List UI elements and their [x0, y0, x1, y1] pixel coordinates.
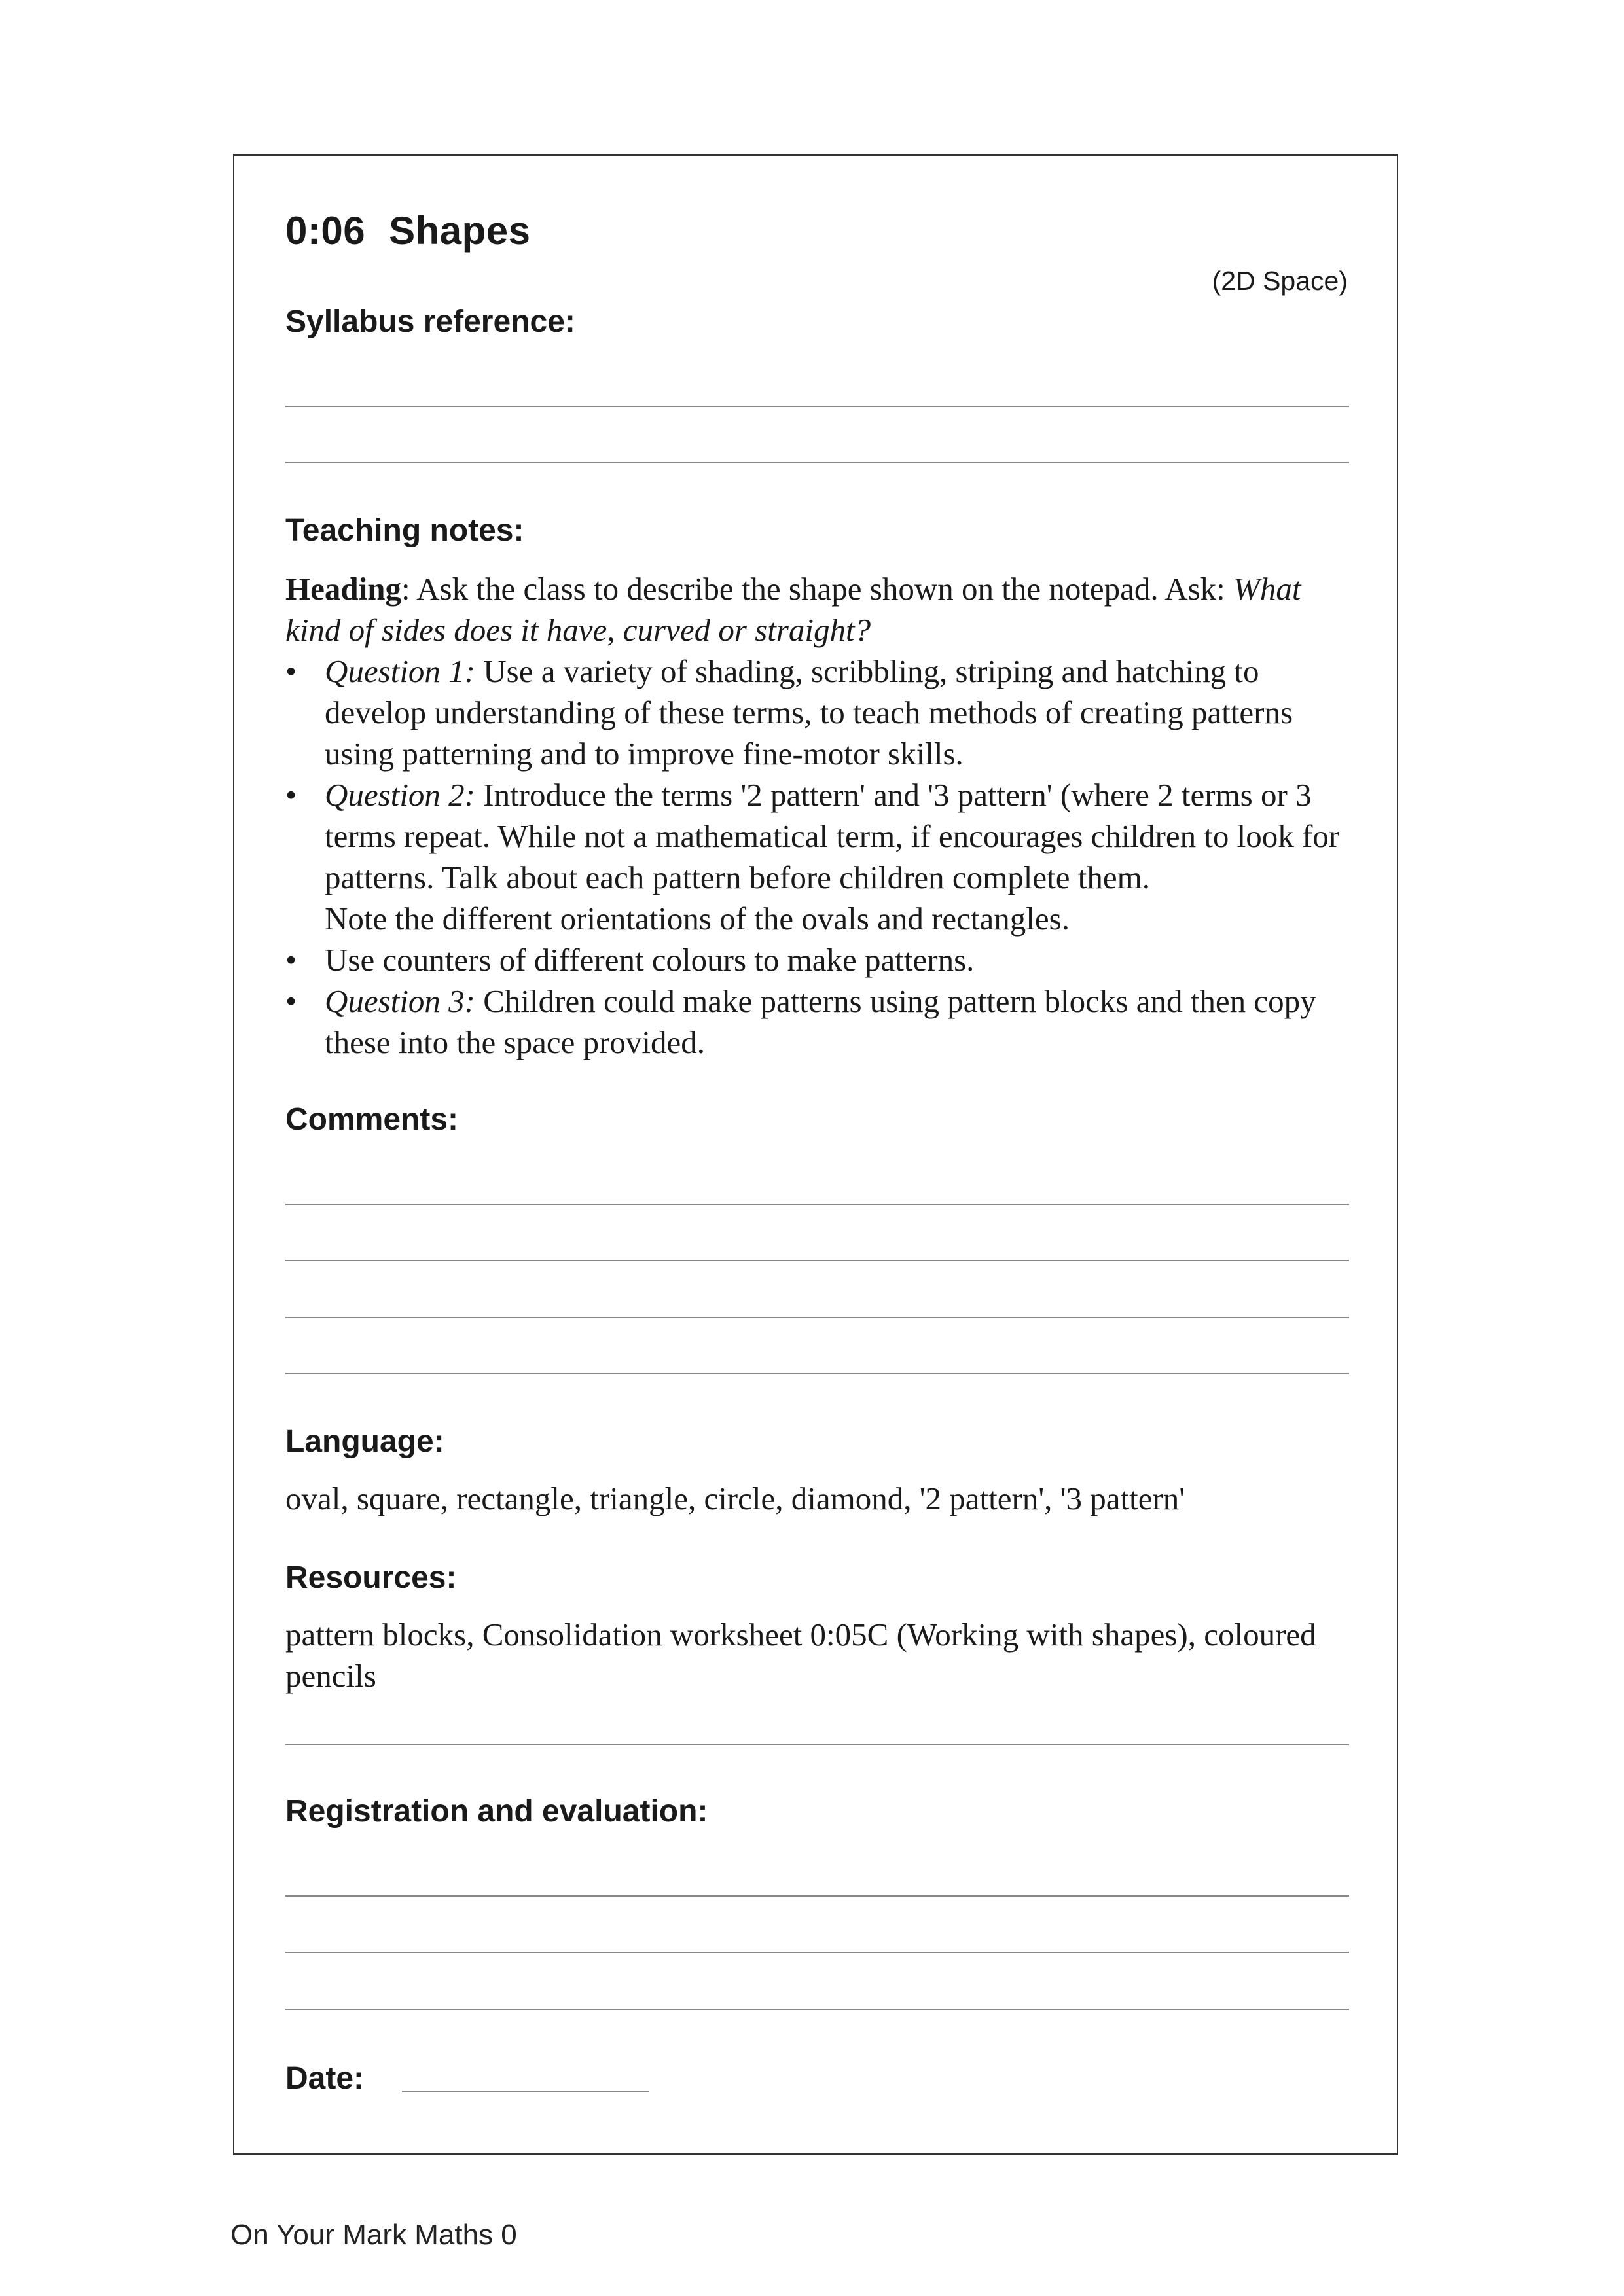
page-footer: On Your Mark Maths 0: [230, 2219, 517, 2251]
teaching-notes-intro: Heading: Ask the class to describe the shape shown on the notepad. Ask: What kind of sides does it have, curved or straight?: [285, 571, 1301, 648]
resources-heading: Resources:: [285, 1560, 457, 1595]
comments-line-2: [285, 1260, 1349, 1261]
syllabus-line-2: [285, 462, 1349, 463]
resources-text: pattern blocks, Consolidation worksheet 0:05C (Working with shapes), coloured pencils: [285, 1617, 1316, 1694]
registration-heading: Registration and evaluation:: [285, 1794, 708, 1829]
syllabus-line-1: [285, 406, 1349, 407]
topic-label: (2D Space): [1212, 266, 1348, 296]
registration-line-1: [285, 1895, 1349, 1897]
comments-line-3: [285, 1317, 1349, 1318]
list-item: • Question 1: Use a variety of shading, scribbling, striping and hatching to develop understanding of these terms, to teach methods of creating patterns using patterning and to improve fine-motor skills.: [285, 651, 1359, 774]
comments-line-4: [285, 1373, 1349, 1374]
page-title: [285, 208, 531, 253]
list-item: • Question 3: Children could make patterns using pattern blocks and then copy these into the space provided.: [285, 980, 1359, 1063]
language-heading: Language:: [285, 1424, 444, 1459]
lesson-number: 0:06: [285, 209, 366, 253]
list-item: • Use counters of different colours to make patterns.: [285, 939, 1359, 980]
teaching-notes-body: [285, 568, 1359, 1063]
resources-line: [285, 1744, 1349, 1745]
teaching-notes-heading: Teaching notes:: [285, 513, 524, 548]
teaching-notes-list: [285, 651, 1359, 1063]
lesson-title: Shapes: [389, 209, 531, 253]
language-text: oval, square, rectangle, triangle, circle, diamond, '2 pattern', '3 pattern': [285, 1480, 1185, 1516]
syllabus-heading: Syllabus reference:: [285, 304, 575, 339]
comments-line-1: [285, 1204, 1349, 1205]
page-frame: [233, 154, 1398, 2155]
comments-heading: Comments:: [285, 1102, 459, 1137]
registration-line-3: [285, 2009, 1349, 2010]
list-item: • Question 2: Introduce the terms '2 pattern' and '3 pattern' (where 2 terms or 3 terms repeat. While not a mathematical term, if encourages children to look for patterns. Talk about each pattern before children complete them. Note the different orientations of the ovals and rectangles.: [285, 774, 1359, 939]
date-line: [402, 2091, 649, 2092]
registration-line-2: [285, 1952, 1349, 1953]
date-label: Date:: [285, 2061, 365, 2096]
